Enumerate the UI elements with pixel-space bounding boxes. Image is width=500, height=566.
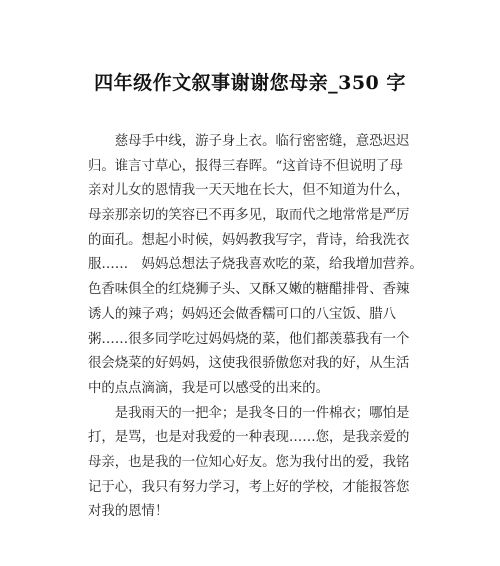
text-line: 母亲，也是我的一位知心好友。您为我付出的爱，我铭 [88,454,410,470]
text-line: 母亲那亲切的笑容已不再多见，取而代之地常常是严厉 [88,208,410,224]
document-body [88,130,423,525]
text-line: 中的点点滴滴，我是可以感受的出来的。 [88,380,330,396]
text-line: 的面孔。想起小时候，妈妈教我写字，背诗，给我洗衣 [88,232,410,248]
text-line: 对我的恩情！ [88,504,169,520]
text-line: 归。谁言寸草心，报得三春晖。“这首诗不但说明了母 [88,158,403,174]
text-line: 很会烧菜的好妈妈，这使我很骄傲您对我的好，从生活 [88,356,410,372]
text-line: 慈母手中线，游子身上衣。临行密密缝，意恐迟迟 [88,134,410,149]
text-line: 诱人的辣子鸡；妈妈还会做香糯可口的八宝饭、腊八 [88,306,396,322]
text-line: 亲对儿女的恩情我一天天地在长大，但不知道为什么， [88,183,410,199]
text-line: 色香味俱全的红烧狮子头、又酥又嫩的糖醋排骨、香辣 [88,282,410,298]
text-line: 是我雨天的一把伞；是我冬日的一件棉衣；哪怕是 [88,405,410,421]
text-line: 服…… 妈妈总想法子烧我喜欢吃的菜，给我增加营养。 [88,257,423,273]
text-line: 粥……很多同学吃过妈妈烧的菜，他们都羡慕我有一个 [88,331,410,347]
text-line: 记于心，我只有努力学习，考上好的学校，才能报答您 [88,479,410,495]
text-line: 打，是骂，也是对我爱的一种表现……您，是我亲爱的 [88,430,410,446]
document-title: 四年级作文叙事谢谢您母亲_350 字 [94,72,406,94]
